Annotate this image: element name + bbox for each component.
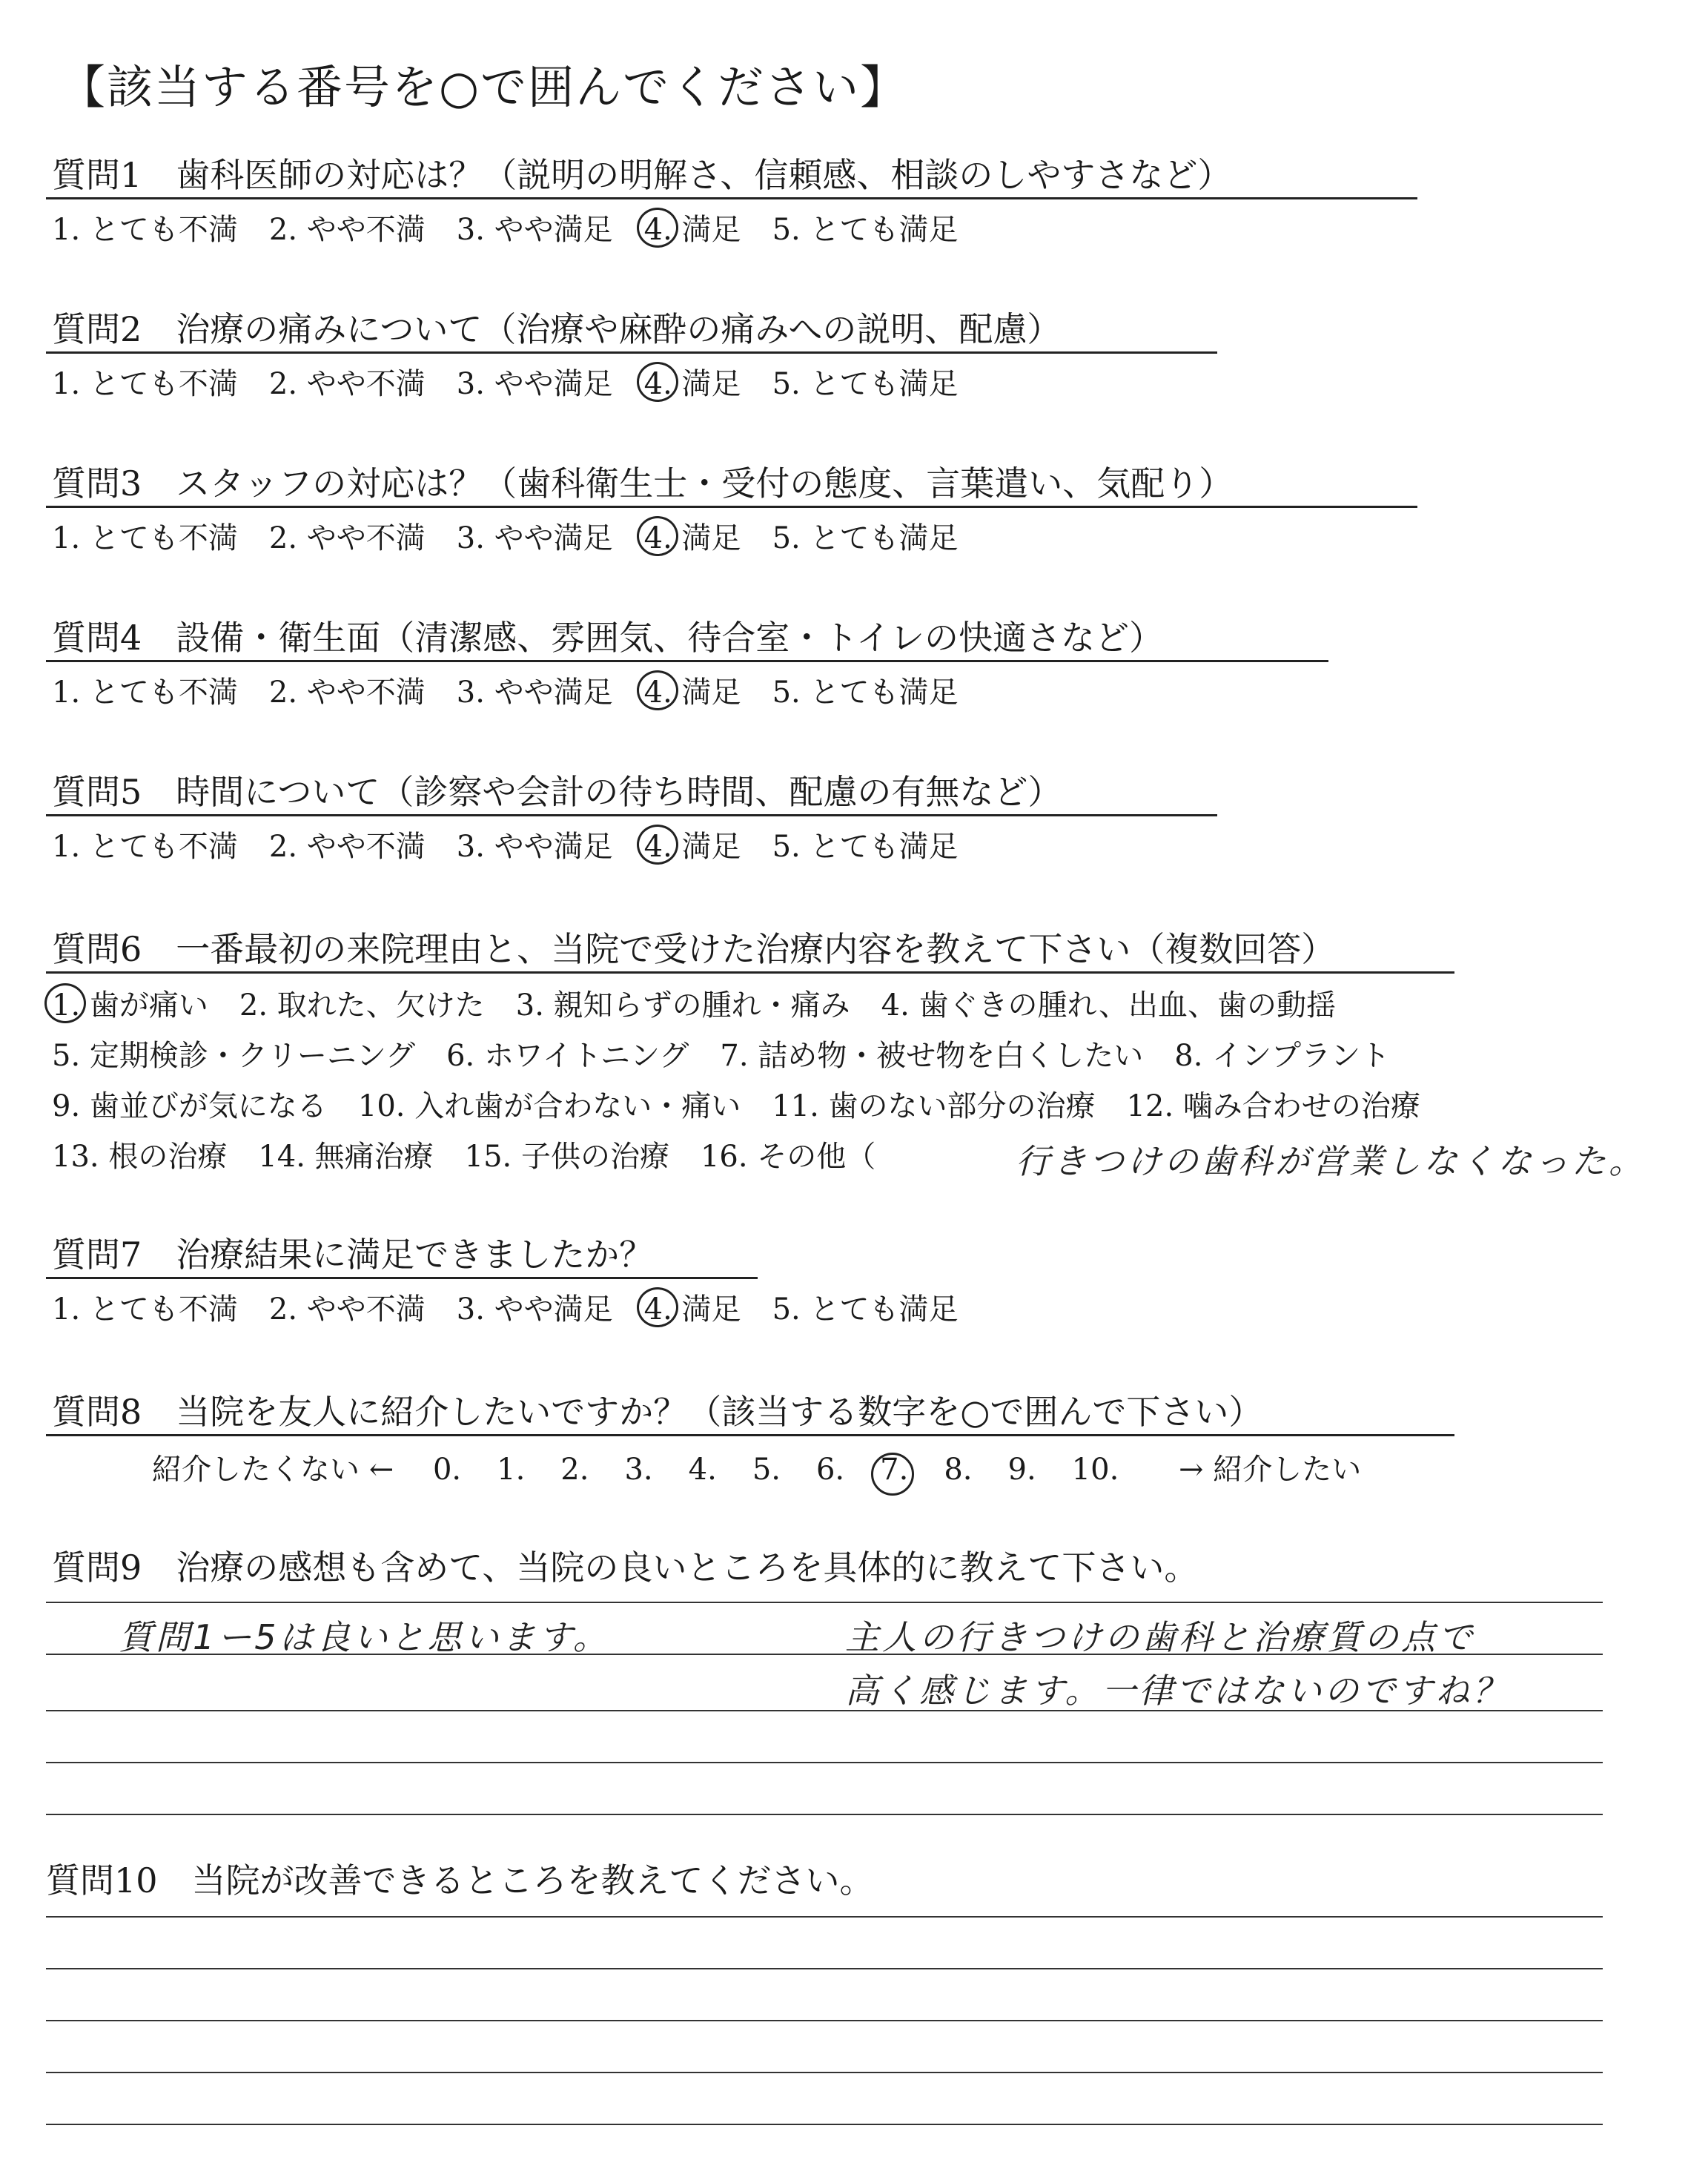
- option-4[interactable]: 4. 満足: [644, 206, 741, 248]
- reason-option-3[interactable]: 3. 親知らずの腫れ・痛み: [515, 988, 850, 1023]
- option-5[interactable]: 5. とても満足: [772, 676, 959, 710]
- answer-line[interactable]: [46, 1814, 1603, 1815]
- question-8-label: 質問8 当院を友人に紹介したいですか？（該当する数字を○で囲んで下さい）: [52, 1392, 1263, 1432]
- question-5-label: 質問5 時間について（診察や会計の待ち時間、配慮の有無など）: [52, 772, 1062, 812]
- question-6-row-1: [52, 982, 1367, 1024]
- question-3-options: [52, 515, 989, 557]
- question-6-label: 質問6 一番最初の来院理由と、当院で受けた治療内容を教えて下さい（複数回答）: [52, 929, 1336, 969]
- scale-left-label: 紹介したくない ←: [152, 1453, 394, 1487]
- question-9-label: 質問9 治療の感想も含めて、当院の良いところを具体的に教えて下さい。: [52, 1548, 1199, 1588]
- scale-value-0[interactable]: 0.: [432, 1453, 462, 1487]
- reason-option-8[interactable]: 8. インプラント: [1174, 1039, 1391, 1073]
- question-2-options: [52, 360, 989, 403]
- scale-value-1[interactable]: 1.: [497, 1453, 526, 1487]
- option-2[interactable]: 2. やや不満: [268, 367, 426, 401]
- reason-option-6[interactable]: 6. ホワイトニング: [446, 1039, 689, 1073]
- answer-line[interactable]: [46, 1602, 1603, 1603]
- answer-line[interactable]: [46, 2072, 1603, 2073]
- option-2[interactable]: 2. やや不満: [268, 830, 426, 864]
- question-10-label: 質問10 当院が改善できるところを教えてください。: [46, 1860, 874, 1900]
- reason-option-10[interactable]: 10. 入れ歯が合わない・痛い: [357, 1089, 741, 1123]
- option-2[interactable]: 2. やや不満: [268, 213, 426, 247]
- question-6-row-3: [52, 1083, 1452, 1125]
- option-3[interactable]: 3. やや満足: [456, 830, 613, 864]
- option-3[interactable]: 3. やや満足: [456, 213, 613, 247]
- reason-option-4[interactable]: 4. 歯ぐきの腫れ、出血、歯の動揺: [881, 988, 1336, 1023]
- question-6-underline: [46, 971, 1454, 974]
- reason-option-11[interactable]: 11. 歯のない部分の治療: [772, 1089, 1096, 1123]
- option-3[interactable]: 3. やや満足: [456, 676, 613, 710]
- reason-option-1[interactable]: 1. 歯が痛い: [52, 982, 208, 1024]
- question-6-row-2: [52, 1032, 1421, 1074]
- question-2-label: 質問2 治療の痛みについて（治療や麻酔の痛みへの説明、配慮）: [52, 309, 1062, 349]
- reason-option-9[interactable]: 9. 歯並びが気になる: [52, 1089, 327, 1123]
- option-5[interactable]: 5. とても満足: [772, 830, 959, 864]
- question-8-scale: [152, 1446, 1397, 1488]
- question-2-underline: [46, 351, 1217, 354]
- reason-option-16[interactable]: 16. その他（: [700, 1140, 876, 1174]
- question-5-underline: [46, 814, 1217, 816]
- option-1[interactable]: 1. とても不満: [52, 676, 238, 710]
- reason-option-7[interactable]: 7. 詰め物・被せ物を白くしたい: [720, 1039, 1144, 1073]
- option-4[interactable]: 4. 満足: [644, 669, 741, 711]
- question-7-label: 質問7 治療結果に満足できましたか？: [52, 1235, 654, 1275]
- scale-value-4[interactable]: 4.: [688, 1453, 717, 1487]
- reason-option-14[interactable]: 14. 無痛治療: [258, 1140, 434, 1174]
- answer-line[interactable]: [46, 2124, 1603, 2125]
- reason-option-15[interactable]: 15. 子供の治療: [464, 1140, 669, 1174]
- option-3[interactable]: 3. やや満足: [456, 1292, 613, 1327]
- scale-value-6[interactable]: 6.: [815, 1453, 845, 1487]
- reason-option-13[interactable]: 13. 根の治療: [52, 1140, 228, 1174]
- question-3-underline: [46, 506, 1417, 508]
- option-2[interactable]: 2. やや不満: [268, 521, 426, 555]
- option-5[interactable]: 5. とても満足: [772, 367, 959, 401]
- scale-right-label: → 紹介したい: [1179, 1453, 1362, 1487]
- scale-value-2[interactable]: 2.: [560, 1453, 589, 1487]
- option-2[interactable]: 2. やや不満: [268, 1292, 426, 1327]
- question-9-handwritten-right-1: 主人の行きつけの歯科と治療質の点で: [845, 1617, 1475, 1657]
- question-1-underline: [46, 197, 1417, 199]
- option-4[interactable]: 4. 満足: [644, 1286, 741, 1328]
- option-4[interactable]: 4. 満足: [644, 515, 741, 557]
- question-4-options: [52, 669, 989, 711]
- option-1[interactable]: 1. とても不満: [52, 830, 238, 864]
- scale-value-3[interactable]: 3.: [624, 1453, 653, 1487]
- question-8-underline: [46, 1434, 1454, 1436]
- answer-line[interactable]: [46, 1762, 1603, 1763]
- option-1[interactable]: 1. とても不満: [52, 521, 238, 555]
- option-1[interactable]: 1. とても不満: [52, 213, 238, 247]
- scale-value-8[interactable]: 8.: [944, 1453, 973, 1487]
- option-1[interactable]: 1. とても不満: [52, 1292, 238, 1327]
- answer-line[interactable]: [46, 1916, 1603, 1918]
- answer-line[interactable]: [46, 2020, 1603, 2021]
- reason-option-5[interactable]: 5. 定期検診・クリーニング: [52, 1039, 416, 1073]
- question-4-underline: [46, 660, 1328, 662]
- question-9-handwritten-right-2: 高く感じます。一律ではないのですね？: [845, 1671, 1510, 1711]
- question-1-options: [52, 206, 989, 248]
- question-7-underline: [46, 1277, 758, 1279]
- scale-value-7[interactable]: 7.: [880, 1453, 909, 1487]
- question-5-options: [52, 823, 989, 865]
- answer-line[interactable]: [46, 1968, 1603, 1969]
- scale-values: [433, 1453, 1154, 1487]
- question-7-options: [52, 1286, 989, 1328]
- question-6-row-4: [52, 1133, 907, 1175]
- option-4[interactable]: 4. 満足: [644, 823, 741, 865]
- question-4-label: 質問4 設備・衛生面（清潔感、雰囲気、待合室・トイレの快適さなど）: [52, 618, 1163, 658]
- question-6-other-handwritten: 行きつけの歯科が営業しなくなった。: [1016, 1141, 1646, 1181]
- option-3[interactable]: 3. やや満足: [456, 521, 613, 555]
- option-5[interactable]: 5. とても満足: [772, 213, 959, 247]
- option-4[interactable]: 4. 満足: [644, 360, 741, 403]
- reason-option-2[interactable]: 2. 取れた、欠けた: [239, 988, 485, 1023]
- option-1[interactable]: 1. とても不満: [52, 367, 238, 401]
- option-3[interactable]: 3. やや満足: [456, 367, 613, 401]
- question-1-label: 質問1 歯科医師の対応は？（説明の明解さ、信頼感、相談のしやすさなど）: [52, 155, 1232, 195]
- scale-value-9[interactable]: 9.: [1007, 1453, 1036, 1487]
- question-3-label: 質問3 スタッフの対応は？（歯科衛生士・受付の態度、言葉遣い、気配り）: [52, 463, 1234, 503]
- reason-option-12[interactable]: 12. 噛み合わせの治療: [1126, 1089, 1420, 1123]
- option-5[interactable]: 5. とても満足: [772, 1292, 959, 1327]
- option-2[interactable]: 2. やや不満: [268, 676, 426, 710]
- option-5[interactable]: 5. とても満足: [772, 521, 959, 555]
- scale-value-10[interactable]: 10.: [1071, 1453, 1119, 1487]
- page-title: 【該当する番号を○で囲んでください】: [59, 60, 908, 114]
- question-9-handwritten-left: 質問1ー5は良いと思います。: [119, 1617, 610, 1657]
- scale-value-5[interactable]: 5.: [752, 1453, 781, 1487]
